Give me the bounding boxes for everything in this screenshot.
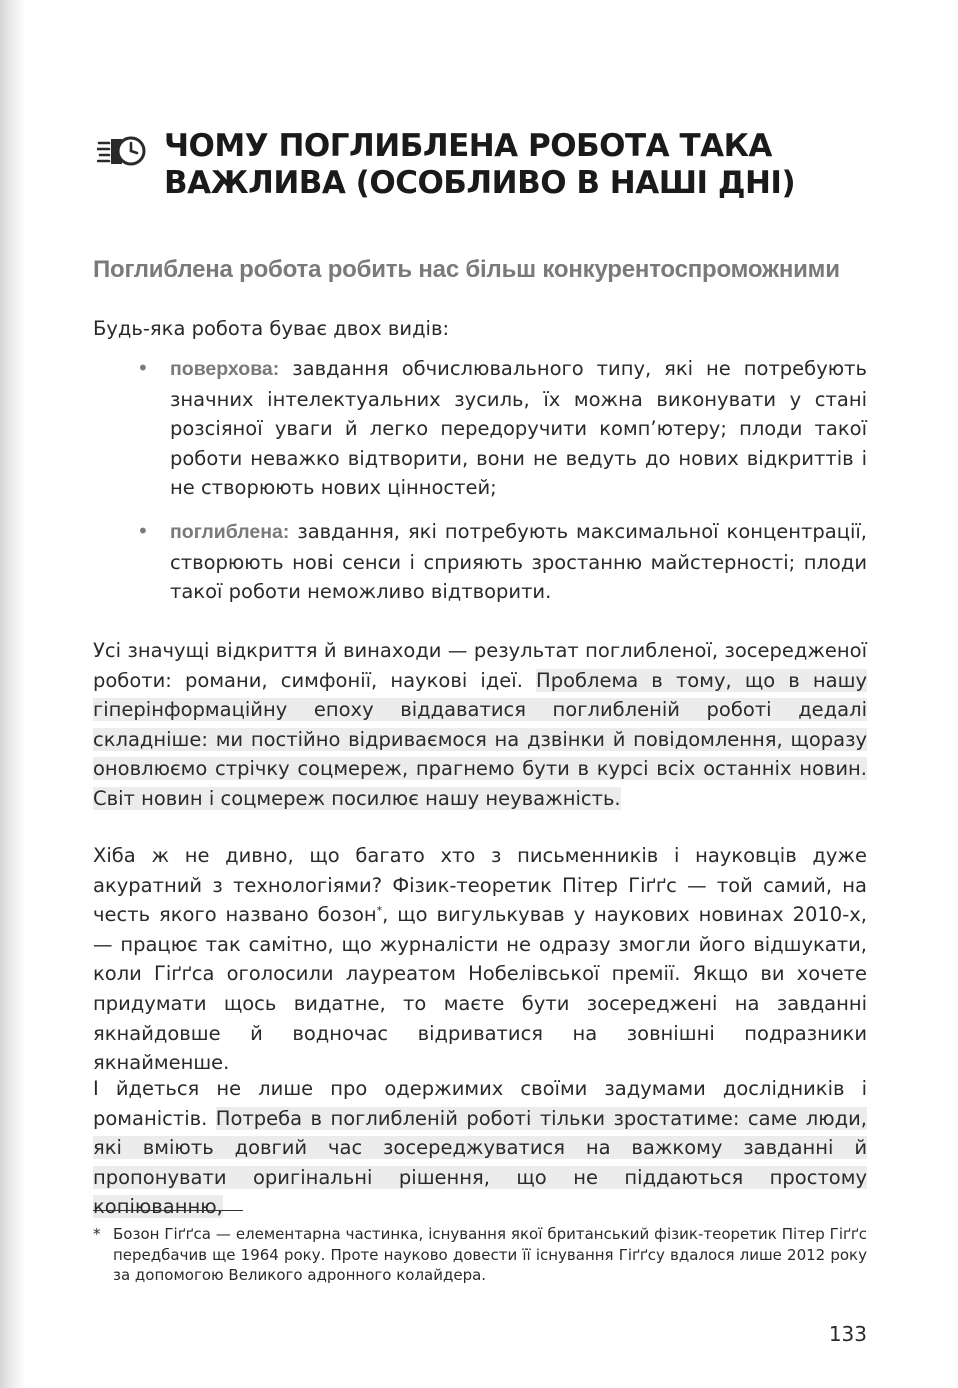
list-item-shallow-work [137,354,867,503]
paragraph-text-continued: , що вигулькував у наукових новинах 2010-х, — працює так самітно, що журналісти не одразу змогли його відшукати, коли Гіґґса оголосили лауреатом Нобелівської премії. Якщо ви хочете придумати щось видатне, то маєте бути зосереджені на завданні якнайдовше й водночас відриватися на зовнішні подразники якнайменше. [93,903,867,1075]
paragraph-higgs [93,841,867,1078]
clock-icon [97,134,147,168]
chapter-title-line-2: ВАЖЛИВА (ОСОБЛИВО В НАШІ ДНІ) [164,165,796,201]
chapter-title-line-1: ЧОМУ ПОГЛИБЛЕНА РОБОТА ТАКА [164,128,772,164]
highlighted-passage: Проблема в тому, що в нашу гіперінформаційну епоху віддаватися поглибленій роботі дедалі складніше: ми постійно відриваємося на дзвінки й повідомлення, щоразу оновлюємо стрічку соцмереж, прагнемо бути в курсі всіх останніх новин. Світ новин і соцмереж посилює нашу неуважність. [93,668,867,810]
footnote-reference[interactable]: * [376,904,383,918]
book-spine-shadow [0,0,26,1388]
term-shallow: поверхова: [170,358,280,380]
paragraph-text: Усі значущі відкриття й винаходи — результат поглибленої, зосередженої роботи: романи, симфонії, наукові ідеї. [93,639,867,692]
footnote [93,1224,867,1286]
paragraph-text: Хіба ж не дивно, що багато хто з письменників і науковців дуже акуратний з технологіями? Фізик-теоретик Пітер Гіґґс — той самий, на честь якого названо бозон [93,844,867,927]
book-page [93,0,867,1388]
work-types-list [137,354,867,621]
paragraph-researchers [93,1074,867,1222]
paragraph-text: І йдеться не лише про одержимих своїми задумами дослідників і романістів. [93,1077,867,1130]
list-item-deep-work [137,517,867,607]
intro-paragraph: Будь-яка робота буває двох видів: [93,317,450,340]
footnote-divider [93,1210,243,1211]
chapter-title [164,128,864,202]
footnote-text: Бозон Гіґґса — елементарна частинка, існування якої британський фізик-теоретик Пітер Гіґґс передбачив ще 1964 року. Проте науково довести її існування Гіґґсу вдалося лише 2012 року за допомогою Великого адронного колайдера. [113,1225,867,1285]
page-number: 133 [828,1322,867,1346]
bullet-marker: • [137,356,149,380]
section-subheading: Поглиблена робота робить нас більш конкурентоспроможними [93,256,840,283]
highlighted-passage: Потреба в поглибленій роботі тільки зростатиме: саме люди, які вміють довгий час зосереджуватися на важкому завданні й пропонувати оригінальні рішення, що не піддаються простому копіюванню, [93,1106,867,1219]
footnote-mark: * [93,1225,101,1243]
shallow-description: завдання обчислювального типу, які не потребують значних інтелектуальних зусиль, їх можна виконувати у стані розсіяної уваги й легко передоручити комп’ютеру; плоди такої роботи неважко відтворити, вони не ведуть до нових відкриттів і не створюють нових цінностей; [170,357,868,500]
bullet-marker: • [137,518,149,543]
paragraph-discoveries [93,636,867,814]
deep-description: завдання, які потребують максимальної концентрації, створюють нові сенси і сприяють зростанню майстерності; плоди такої роботи неможливо відтворити. [170,519,868,604]
term-deep: поглиблена: [170,520,290,543]
